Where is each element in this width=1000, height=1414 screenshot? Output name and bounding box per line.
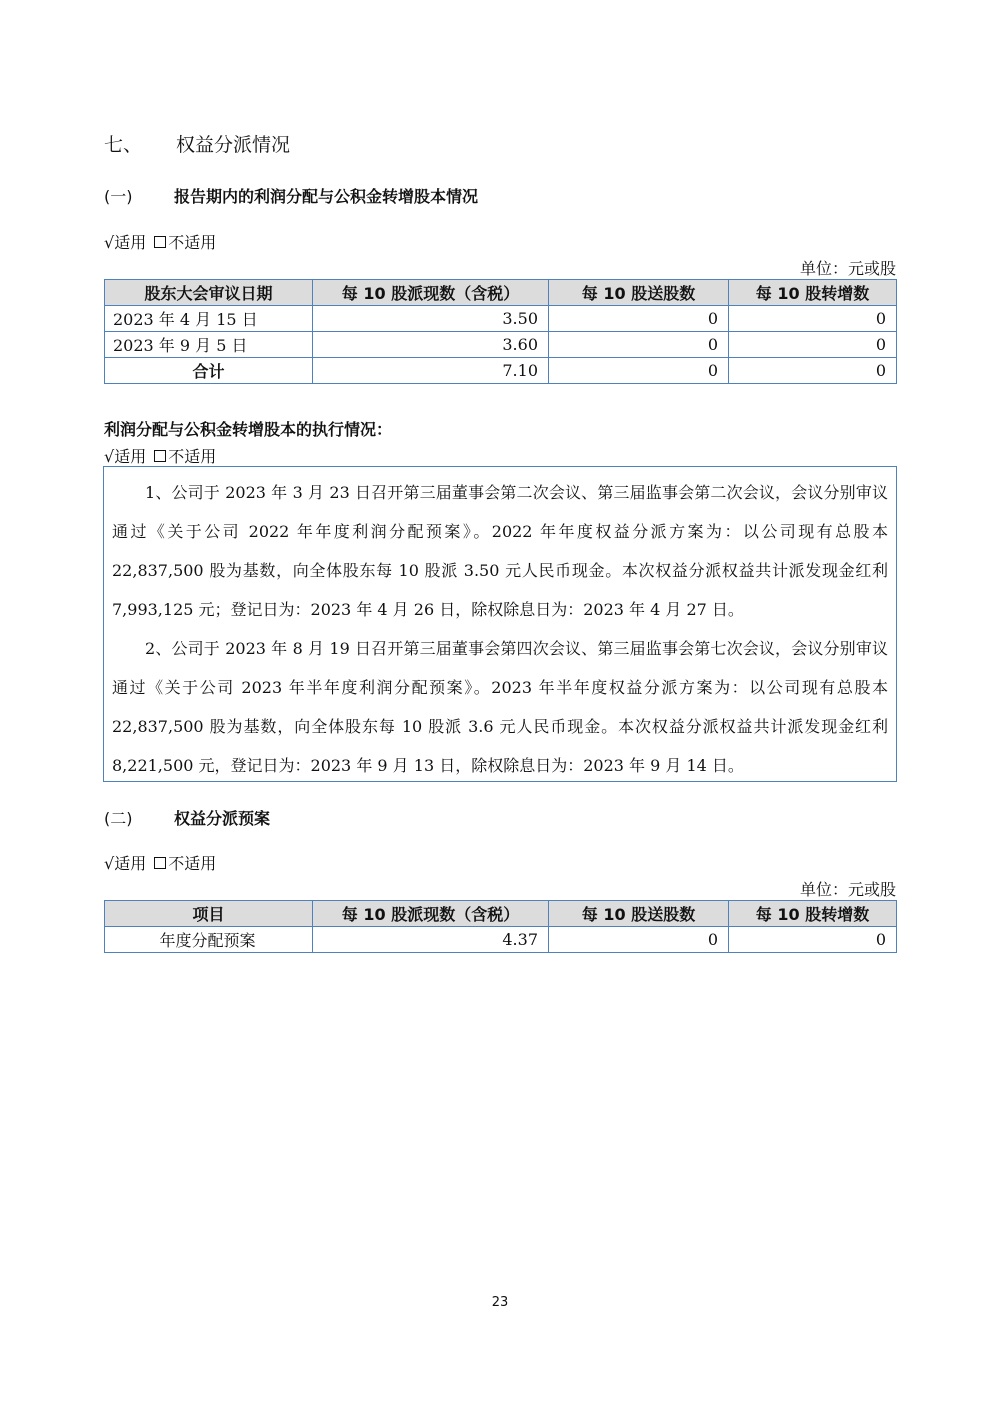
- proposal-table: [104, 900, 897, 953]
- header-cash: 每 10 股派现数（含税）: [313, 901, 549, 927]
- check-mark-icon: √: [104, 233, 115, 252]
- cell-transfer: 0: [729, 927, 897, 953]
- execution-paragraph-2: 2、公司于 2023 年 8 月 19 日召开第三届董事会第四次会议、第三届监事会第七次会议，会议分别审议通过《关于公司 2023 年半年度利润分配预案》。2023 年半年度权益分派方案为：以公司现有总股本 22,837,500 股为基数，向全体股东每 10 股派 3.6 元人民币现金。本次权益分派权益共计派发现金红利 8,221,500 元，登记日为：2023 年 9 月 13 日，除权除息日为：2023 年 9 月 14 日。: [112, 639, 888, 775]
- table-total-row: [105, 358, 897, 384]
- cell-cash: 3.50: [313, 306, 549, 332]
- cell-transfer: 0: [729, 332, 897, 358]
- cell-date: 2023 年 4 月 15 日: [105, 306, 313, 332]
- check-mark-icon: √: [104, 447, 115, 466]
- section-heading: [104, 130, 504, 156]
- subsection-title: 权益分派预案: [174, 809, 271, 828]
- cell-total-transfer: 0: [729, 358, 897, 384]
- empty-checkbox-icon: [154, 857, 166, 869]
- header-cash: 每 10 股派现数（含税）: [313, 280, 549, 306]
- header-item: 项目: [105, 901, 313, 927]
- applicable-line-2: [104, 444, 216, 467]
- unit-label-1: 单位：元或股: [799, 259, 896, 278]
- cell-cash: 3.60: [313, 332, 549, 358]
- execution-frame: [103, 466, 897, 782]
- cell-bonus: 0: [549, 927, 729, 953]
- header-date: 股东大会审议日期: [105, 280, 313, 306]
- check-mark-icon: √: [104, 854, 115, 873]
- dividend-table: [104, 279, 897, 384]
- unit-label-2: 单位：元或股: [799, 880, 896, 899]
- cell-bonus: 0: [549, 306, 729, 332]
- cell-cash: 4.37: [313, 927, 549, 953]
- table-row: [105, 306, 897, 332]
- applicable-label: 适用: [114, 447, 147, 466]
- table-header-row: [105, 901, 897, 927]
- subsection-number: (二): [104, 809, 133, 828]
- header-bonus: 每 10 股送股数: [549, 280, 729, 306]
- cell-date: 2023 年 9 月 5 日: [105, 332, 313, 358]
- cell-total-label: 合计: [105, 358, 313, 384]
- header-transfer: 每 10 股转增数: [729, 280, 897, 306]
- section-number: 七、: [104, 134, 143, 156]
- cell-transfer: 0: [729, 306, 897, 332]
- empty-checkbox-icon: [154, 236, 166, 248]
- header-bonus: 每 10 股送股数: [549, 901, 729, 927]
- applicable-line-1: [104, 230, 216, 253]
- empty-checkbox-icon: [154, 450, 166, 462]
- execution-paragraph-1: 1、公司于 2023 年 3 月 23 日召开第三届董事会第二次会议、第三届监事会第二次会议，会议分别审议通过《关于公司 2022 年年度利润分配预案》。2022 年年度权益分派方案为：以公司现有总股本 22,837,500 股为基数，向全体股东每 10 股派 3.50 元人民币现金。本次权益分派权益共计派发现金红利 7,993,125 元；登记日为：2023 年 4 月 26 日，除权除息日为：2023 年 4 月 27 日。: [112, 483, 888, 619]
- not-applicable-label: 不适用: [168, 447, 217, 466]
- subsection-number: (一): [104, 187, 133, 206]
- table-row: [105, 332, 897, 358]
- not-applicable-label: 不适用: [168, 233, 217, 252]
- cell-total-bonus: 0: [549, 358, 729, 384]
- cell-total-cash: 7.10: [313, 358, 549, 384]
- table-row: [105, 927, 897, 953]
- not-applicable-label: 不适用: [168, 854, 217, 873]
- applicable-label: 适用: [114, 233, 147, 252]
- execution-title: 利润分配与公积金转增股本的执行情况：: [104, 420, 393, 439]
- applicable-line-3: [104, 851, 216, 874]
- subsection-title: 报告期内的利润分配与公积金转增股本情况: [174, 187, 479, 206]
- applicable-label: 适用: [114, 854, 147, 873]
- cell-item: 年度分配预案: [105, 927, 313, 953]
- page-number: 23: [491, 1295, 509, 1310]
- cell-bonus: 0: [549, 332, 729, 358]
- section-title: 权益分派情况: [176, 134, 291, 156]
- subsection-heading-1: [104, 184, 704, 206]
- table-header-row: [105, 280, 897, 306]
- subsection-heading-2: [104, 806, 704, 828]
- header-transfer: 每 10 股转增数: [729, 901, 897, 927]
